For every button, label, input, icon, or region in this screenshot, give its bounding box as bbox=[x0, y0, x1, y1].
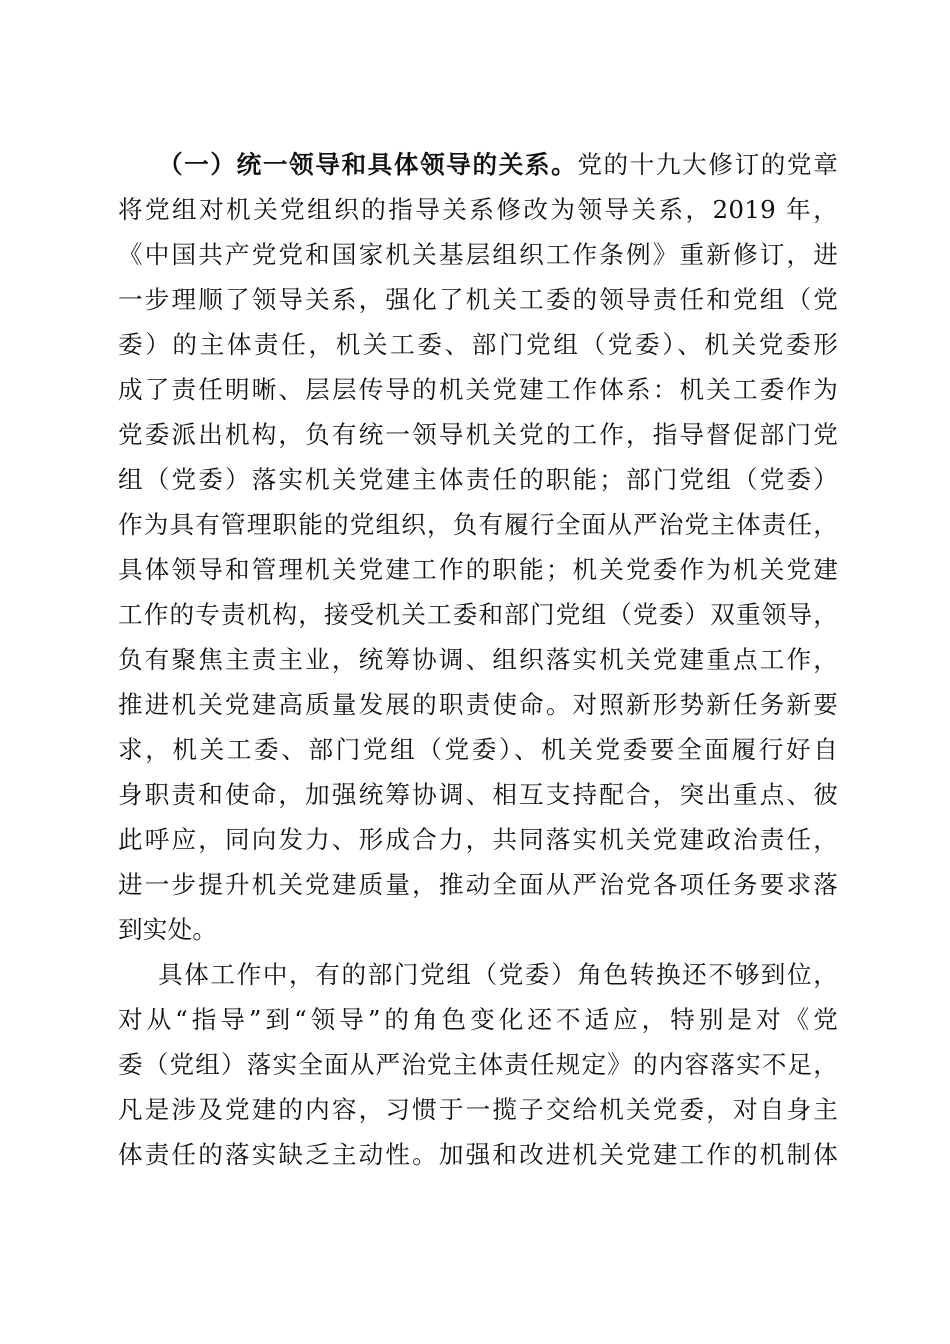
text-line: 身职责和使命，加强统筹协调、相互支持配合，突出重点、彼 bbox=[118, 780, 838, 809]
text-line: 党委派出机构，负有统一领导机关党的工作，指导督促部门党 bbox=[118, 420, 838, 449]
text-line: 委（党组）落实全面从严治党主体责任规定》的内容落实不足， bbox=[118, 1050, 838, 1079]
text-line: 进一步提升机关党建质量，推动全面从严治党各项任务要求落 bbox=[118, 870, 838, 899]
section-heading: （一）统一领导和具体领导的关系。 bbox=[158, 150, 578, 179]
text-line: 负有聚焦主责主业，统筹协调、组织落实机关党建重点工作， bbox=[118, 645, 838, 674]
text-line: 求，机关工委、部门党组（党委）、机关党委要全面履行好自 bbox=[118, 735, 838, 764]
document-page bbox=[118, 142, 838, 1177]
text-line: 对从“指导”到“领导”的角色变化还不适应，特别是对《党 bbox=[118, 1005, 838, 1034]
paragraph-1 bbox=[118, 142, 838, 952]
text-line: 具体工作中，有的部门党组（党委）角色转换还不够到位， bbox=[158, 960, 838, 989]
text-line: 具体领导和管理机关党建工作的职能；机关党委作为机关党建 bbox=[118, 555, 838, 584]
text-line: （一）统一领导和具体领导的关系。党的十九大修订的党章 bbox=[158, 150, 838, 179]
text-line: 委）的主体责任，机关工委、部门党组（党委）、机关党委形 bbox=[118, 330, 838, 359]
text-line: 此呼应，同向发力、形成合力，共同落实机关党建政治责任， bbox=[118, 825, 838, 854]
text-line: 工作的专责机构，接受机关工委和部门党组（党委）双重领导， bbox=[118, 600, 838, 629]
text-line: 一步理顺了领导关系，强化了机关工委的领导责任和党组（党 bbox=[118, 285, 838, 314]
text-line: 推进机关党建高质量发展的职责使命。对照新形势新任务新要 bbox=[118, 690, 838, 719]
paragraph-2 bbox=[118, 952, 838, 1177]
text-line: 组（党委）落实机关党建主体责任的职能；部门党组（党委） bbox=[118, 465, 838, 494]
text-line: 将党组对机关党组织的指导关系修改为领导关系，2019 年， bbox=[118, 195, 838, 224]
text-line: 作为具有管理职能的党组织，负有履行全面从严治党主体责任， bbox=[118, 510, 838, 539]
text-line: 到实处。 bbox=[118, 915, 218, 944]
text-line: 凡是涉及党建的内容，习惯于一揽子交给机关党委，对自身主 bbox=[118, 1095, 838, 1124]
text-line: 《中国共产党党和国家机关基层组织工作条例》重新修订，进 bbox=[118, 240, 838, 269]
text-line: 成了责任明晰、层层传导的机关党建工作体系：机关工委作为 bbox=[118, 375, 838, 404]
text-line: 体责任的落实缺乏主动性。加强和改进机关党建工作的机制体 bbox=[118, 1140, 838, 1169]
